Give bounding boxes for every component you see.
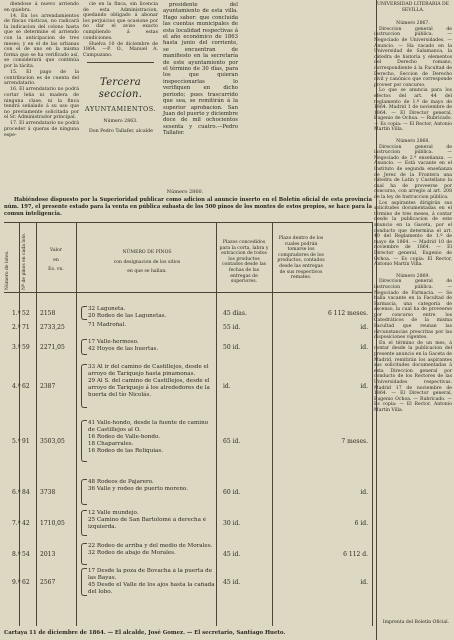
brace <box>81 364 87 408</box>
header-nombre <box>80 250 214 275</box>
paragraph: diendose á nuevo arriendo en quiebra. <box>4 2 79 13</box>
header-lotes: Número de lotes. <box>5 250 10 290</box>
plazo-pago-cell: id. <box>360 383 368 390</box>
paragraph: 14. En los arrendamientos de fincas rústicas, no radicará la indicacion del colono hasta que se determine el arriendo con la anticipacion de tres meses; y en el de las urbanas con el de uno en la misma forma que se ha verificado así, se considerará que continúa por la tácita. <box>4 13 79 70</box>
sitio-line: 41 Valle-hondo, desde la fuente de camino de Castillejos al O. <box>88 420 209 433</box>
printer-footer: Imprenta del Boletín Oficial. <box>382 620 450 625</box>
sitio-line: 12 Valle mundejo. <box>88 510 139 516</box>
header-pago: Plazo dentro de los cuales podrán tomarse los compradores de los productos, contados desde las entregas de sus respectivos remates. <box>277 236 325 281</box>
notice-number: Número 2863. <box>103 119 138 125</box>
sitio-line: 71 Madroñal. <box>88 322 127 328</box>
sitio-line: 42 Hoyos de las huertas. <box>88 346 159 352</box>
brace <box>81 306 87 320</box>
header-pinos: Nº de pinos en cada lote. <box>22 232 27 290</box>
notice-number: Número 2867. <box>396 21 430 27</box>
sitio-line: 25 Camino de San Bartolomé á derecha é izquierda. <box>88 517 207 530</box>
brace <box>81 479 87 505</box>
section-title: Tercera seccion. <box>98 77 143 101</box>
header-line: con designacion de los sitios <box>113 259 181 265</box>
notice-number: Número 2860. <box>166 189 204 195</box>
header-line: Es. vn. <box>48 267 64 273</box>
signature-footer: Cartaya 11 de diciembre de 1864. — El alcalde, José Gomez. — El secretario, Santiago Hueto. <box>4 630 286 636</box>
plazo-pago-cell: 7 meses. <box>341 438 368 445</box>
pinos-count: 42 <box>22 520 30 527</box>
header-plazos: Plazos concedidos para la corta, labra y extraccion de todos los productos contados desde las fechas de las entregas de superiores. <box>219 240 269 285</box>
plazo-corta-cell: 45 días. <box>223 310 247 317</box>
plazo-pago-cell: id. <box>360 579 368 586</box>
lote-number: 3.º <box>12 344 21 351</box>
plazo-corta-cell: 55 id. <box>223 324 241 331</box>
sitios-cell <box>88 322 216 329</box>
brace <box>81 568 87 596</box>
paragraph: Huelva 10 de diciembre de 1864. —P. O., Manuel A. Campuzano. <box>83 41 158 58</box>
lote-number: 9.º <box>12 579 21 586</box>
column-divider <box>36 222 37 626</box>
sitios-cell <box>88 420 216 455</box>
sitio-line: 33 Al ir del camino de Castillejos, desde el arroyo de Tariquejo hasta pinamonas. <box>88 364 209 377</box>
pinos-count: 52 <box>22 310 30 317</box>
section-subtitle: AYUNTAMIENTOS. <box>84 105 157 114</box>
sitios-cell <box>88 568 216 596</box>
paragraph: Los aspirantes dirigirán sus solicitudes documentadas en el término de tres meses, á contar desde la publicacion de este anuncio en la Gaceta, por el conducto que determina el art. 40 del Reglamento de 1.º de mayo de 1864. — Madrid 10 de noviembre de 1864. — El Director general, Eugenio de Ochoa. — Es copia: El Rector, Antonio Martín Villa. <box>374 200 452 268</box>
plazo-corta-cell: 45 id. <box>223 579 241 586</box>
paragraph: Direccion general de instruccion pública. — Negociado de 2.ª enseñanza. — Anuncio. — Está vacante en el Instituto de segunda enseñanza de Jerez de la Frontera una cátedra de Latín y Castellano la cual ha de proveerse por concurso, con arreglo al art. 208 de la ley de Instruccion pública. <box>374 144 452 200</box>
notice-number: Número 2869. <box>396 273 430 279</box>
sitio-line: 32 Rodeo de abajo de Morales. <box>88 550 176 556</box>
plazo-pago-cell: 6 id. <box>354 520 368 527</box>
top-column-2 <box>83 2 158 135</box>
sitio-line: 17 Valle-hermoso. <box>88 339 139 345</box>
paragraph: 17. El arrendatario no podrá proceder á queras de ninguna espe- <box>4 121 79 138</box>
valor-cell: 2158 <box>40 310 56 317</box>
plazo-corta-cell: 45 id. <box>223 551 241 558</box>
column-divider <box>272 222 273 626</box>
header-line: Valor <box>49 248 63 253</box>
lote-number: 7.º <box>12 520 21 527</box>
brace <box>81 420 87 462</box>
paragraph: presidente del ayuntamiento de esta villa. Hago saber: que concluida las cuentas municipales de esta localidad respectivas á el año económico de 1863 hasta junio del corriente, se encuentran de manifiesto en la secretaría de este ayuntamiento por el término de 30 días, para los que quieran inspeccionarlas lo verifiquen en dicho periodo; pues trascurrido que sea, se remitirán á la superior aprobacion. San Juan del puerto y diciembre doce de mil ochocientos sesenta y cuatro.—Pedro Tallafer. <box>163 2 238 137</box>
sitio-line: 48 Rodeos de Pajarero. <box>88 479 154 485</box>
sitio-line: 18 Chaparrales. <box>88 441 134 447</box>
plazo-corta-cell: 30 id. <box>223 520 241 527</box>
paragraph: 15. El pago de la contribucion es de cuenta del arrendatario. <box>4 70 79 87</box>
plazo-pago-cell: id. <box>360 489 368 496</box>
paragraph: 16. El arrendatario no podrá cortar leña ni madera de ninguna clase, ni la finca tendrá señalado á su uso que no previamente solicitada por el Sr. Administrador principal. <box>4 87 79 121</box>
right-column <box>374 2 452 414</box>
valor-cell: 3738 <box>40 489 56 496</box>
valor-cell: 3503,05 <box>40 438 65 445</box>
column-divider <box>216 222 217 626</box>
signer-line: Don Pedro Tallafer, alcalde <box>89 128 153 134</box>
pinos-count: 62 <box>22 579 30 586</box>
sitios-cell <box>88 306 216 320</box>
valor-cell: 1710,05 <box>40 520 65 527</box>
sitio-line: 45 Desde el Valle de los ajos hasta la cañada del lobo. <box>88 582 215 595</box>
sitios-cell <box>88 479 216 493</box>
sitio-line: 32 Laguneta. <box>88 306 126 312</box>
header-valor <box>38 248 74 273</box>
valor-cell: 2271,05 <box>40 344 65 351</box>
header-line: en que se hallan. <box>127 269 167 275</box>
column-divider <box>19 222 20 626</box>
pinos-count: 59 <box>22 344 30 351</box>
column-divider <box>372 222 373 626</box>
section-header: UNIVERSIDAD LITERARIA DE SEVILLA. <box>376 2 450 13</box>
sitios-cell <box>88 339 216 353</box>
plazo-corta-cell: 60 id. <box>223 489 241 496</box>
pinos-count: 71 <box>22 324 30 331</box>
pinos-count: 62 <box>22 383 30 390</box>
pinos-count: 54 <box>22 551 30 558</box>
paragraph: Lo que se anuncia para los efectos del art. 44 del reglamento de 1.º de mayo de 1864. Madrid 1 de noviembre de 1864. — El Director general, Eugenio de Ochoa. — Rubricado. — Es copia: — El Rector, Antonio Martín Villa. <box>374 88 452 133</box>
table-header-rule <box>4 292 372 293</box>
sitio-line: 17 Desde la poza de Bovacha á la puerta de las Bayas. <box>88 568 213 581</box>
sitios-cell <box>88 543 216 557</box>
top-column-1 <box>4 2 79 139</box>
paragraph: Direccion general de instruccion pública. — Negociado de Farmacia. — Se halla vacante en la Facultad de Farmacia, una categoría de ascenso, la cual ha de proveerse por concurso entre los Catedráticos de la misma Facultad que reunan las circunstancias prescritas por las disposiciones vigentes. <box>374 279 452 341</box>
notice-number: Número 2868. <box>396 139 430 145</box>
pinos-count: 84 <box>22 489 30 496</box>
sitio-line: 29 Al S. del camino de Castillejos, desde el arroyo de Tariquejo á los alrededores de la huerta del tío Nicolás. <box>88 378 210 398</box>
valor-cell: 2387 <box>40 383 56 390</box>
lote-number: 6.º <box>12 489 21 496</box>
header-line: en <box>53 257 59 263</box>
plazo-corta-cell: 50 id. <box>223 344 241 351</box>
paragraph: Direccion general de instruccion pública. — Negociado de Universidades. — Anuncio. — Ha vacado en la Universidad de Salamanca, la cátedra de historia y elementos del Derecho romano, correspondiente á la Facultad de Derecho, Seccion de Derecho civil y canónico que corresponde proveer por concurso. <box>374 26 452 88</box>
top-column-3 <box>163 2 238 137</box>
lote-number: 5.º <box>12 438 21 445</box>
paragraph: En el término de un mes, á contar desde la publicacion del presente anuncio en la Gaceta de Madrid, remitirán los aspirantes sus solicitudes documentadas á esta Direccion general por conducto de los Rectores de las Universidades respectivas. Madrid 17 de noviembre de 1864. — El Director general, Eugenio Ochoa. — Rubricado. — Es copia: — El Rector, Antonio Martín Villa. <box>374 340 453 413</box>
intro-text: Habiéndose dispuesto por la Superioridad publicar como adicion al anuncio inserto en el Boletín oficial de esta provincia núm. 197, el presente estado para la venta en pública subasta de los 500 pinos de los montes de estos propios, se hace para la comun inteligencia. <box>4 197 372 217</box>
table-top-rule <box>4 222 372 223</box>
brace <box>81 543 87 565</box>
lote-number: 4.º <box>12 383 21 390</box>
sitio-line: 16 Rodeo de Valle-hondo. <box>88 434 161 440</box>
plazo-pago-cell: id. <box>360 344 368 351</box>
column-divider <box>76 222 77 626</box>
brace <box>81 510 87 536</box>
sitio-line: 22 Rodeo de arriba y del medio de Morales. <box>88 543 213 549</box>
plazo-pago-cell: 6 112 meses. <box>328 310 368 317</box>
sitio-line: 20 Rodeo de las Lagunetas. <box>88 313 167 319</box>
sitio-line: 16 Rodeo de las Reliquias. <box>88 448 164 454</box>
lote-number: 1.º <box>12 310 21 317</box>
valor-cell: 2567 <box>40 579 56 586</box>
lote-number: 8.º <box>12 551 21 558</box>
paragraph: cie en la finca, sin licencia de esta Administracion, quedando obligado á abonar los perjuicios que ocasione por no dar el aviso exacto cumpliendo á estas condiciones. <box>83 2 158 41</box>
plazo-pago-cell: 6 112 d. <box>343 551 368 558</box>
divider <box>87 62 154 63</box>
header-line: NÚMERO DE PINOS <box>122 250 172 255</box>
sitios-cell <box>88 510 216 531</box>
plazo-corta-cell: 65 id. <box>223 438 241 445</box>
pinos-count: 91 <box>22 438 30 445</box>
plazo-pago-cell: id. <box>360 324 368 331</box>
plazo-corta-cell: id. <box>223 383 231 390</box>
sitios-cell <box>88 364 216 399</box>
valor-cell: 2733,25 <box>40 324 65 331</box>
valor-cell: 2013 <box>40 551 56 558</box>
lote-number: 2.º <box>12 324 21 331</box>
sitio-line: 36 Valle y rodeo de puerto moreno. <box>88 486 188 492</box>
brace <box>81 339 87 355</box>
notice-intro <box>4 197 372 217</box>
